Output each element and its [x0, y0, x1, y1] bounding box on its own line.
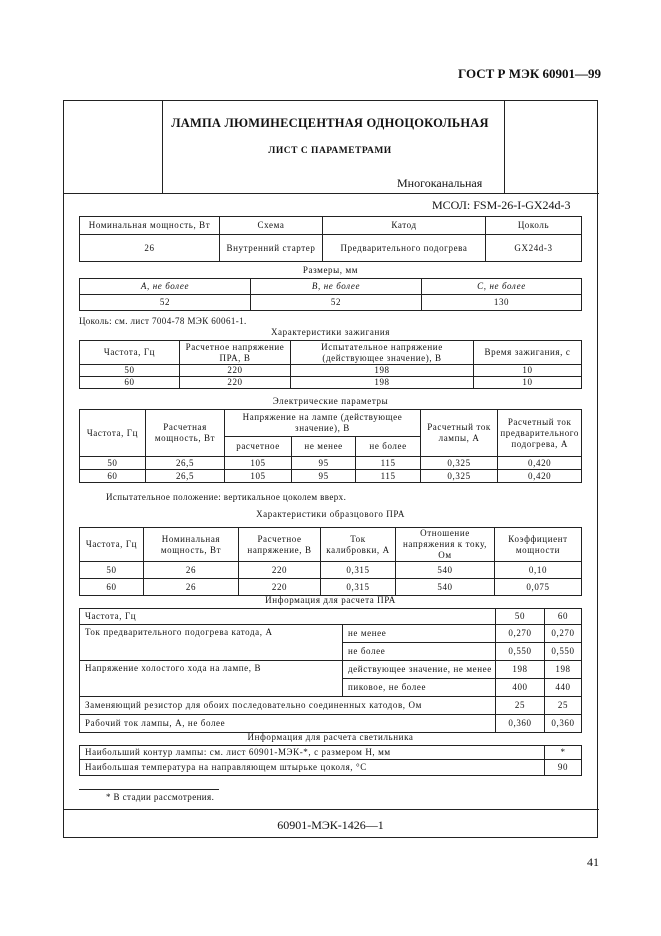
- cell: не более: [356, 437, 420, 457]
- cell: GX24d-3: [486, 235, 582, 262]
- cell: 115: [356, 457, 420, 470]
- pra-caption: Информация для расчета ПРА: [265, 595, 396, 605]
- page-number: 41: [587, 855, 599, 869]
- cell: 198: [545, 661, 582, 679]
- cell: Номинальная мощность, Вт: [144, 528, 239, 562]
- ign-caption: Характеристики зажигания: [270, 327, 391, 337]
- general-table: [79, 216, 582, 262]
- lum-caption: Информация для расчета светильника: [247, 732, 414, 742]
- cell: 0,10: [495, 562, 582, 579]
- ignition-table: [79, 340, 582, 389]
- cell: *: [545, 746, 582, 760]
- cell: 26: [80, 235, 220, 262]
- pra-table: [79, 608, 582, 733]
- cell: 0,550: [545, 643, 582, 661]
- cell: 0,325: [420, 470, 498, 483]
- cell: 0,360: [496, 715, 545, 733]
- cell: 0,075: [495, 579, 582, 596]
- footnote-rule: [79, 789, 219, 790]
- cell: Частота, Гц: [80, 528, 144, 562]
- cell: 60: [80, 470, 146, 483]
- cell: 220: [180, 377, 291, 389]
- cell: 60: [80, 579, 144, 596]
- cell: 198: [291, 365, 474, 377]
- footer-code: 60901-МЭК-1426—1: [277, 818, 384, 832]
- cell: Напряжение холостого хода на лампе, В: [80, 661, 343, 697]
- sheet-title: ЛАМПА ЛЮМИНЕСЦЕНТНАЯ ОДНОЦОКОЛЬНАЯ: [171, 116, 489, 130]
- msol-code: МСОЛ: FSM-26-I-GX24d-3: [432, 198, 571, 212]
- cell: Наибольший контур лампы: см. лист 60901-МЭК-*, с размером H, мм: [80, 746, 545, 760]
- cell: 60: [80, 377, 180, 389]
- cell: 0,325: [420, 457, 498, 470]
- cell: Частота, Гц: [80, 341, 180, 365]
- cell: 115: [356, 470, 420, 483]
- cell: 0,550: [496, 643, 545, 661]
- cell: 220: [239, 562, 321, 579]
- cell: Заменяющий резистор для обоих последовательно соединенных катодов, Ом: [80, 697, 496, 715]
- cell: 52: [80, 295, 251, 311]
- ref-ballast-table: [79, 527, 582, 596]
- cell: 26: [144, 562, 239, 579]
- cell: 0,315: [321, 562, 396, 579]
- cell: A, не более: [80, 279, 251, 295]
- cell: 90: [545, 760, 582, 776]
- cell: Катод: [323, 217, 486, 235]
- cell: 0,360: [545, 715, 582, 733]
- cell: 198: [496, 661, 545, 679]
- cell: 52: [251, 295, 422, 311]
- cell: Коэффициент мощности: [495, 528, 582, 562]
- cell: Ток предварительного подогрева катода, А: [80, 625, 343, 661]
- ref-caption: Характеристики образцового ПРА: [256, 509, 405, 519]
- cell: 0,420: [498, 470, 582, 483]
- dims-caption: Размеры, мм: [302, 265, 359, 275]
- cell: 0,315: [321, 579, 396, 596]
- cell: 25: [496, 697, 545, 715]
- cell: Ток калибровки, А: [321, 528, 396, 562]
- electrical-table: [79, 409, 582, 483]
- cell: Расчетный ток лампы, А: [420, 410, 498, 457]
- cell: Внутренний стартер: [220, 235, 323, 262]
- cell: не более: [343, 643, 496, 661]
- cell: Напряжение на лампе (действующее значение), В: [225, 410, 421, 437]
- cell: 26: [144, 579, 239, 596]
- cell: 50: [80, 365, 180, 377]
- socket-note: Цоколь: см. лист 7004-78 МЭК 60061-1.: [79, 316, 247, 326]
- cell: Расчетное напряжение, В: [239, 528, 321, 562]
- test-position-note: Испытательное положение: вертикальное цоколем вверх.: [106, 492, 347, 502]
- sheet-subtitle: ЛИСТ С ПАРАМЕТРАМИ: [268, 146, 392, 156]
- cell: Частота, Гц: [80, 609, 496, 625]
- cell: Расчетное напряжение ПРА, В: [180, 341, 291, 365]
- gost-header: ГОСТ Р МЭК 60901—99: [458, 66, 601, 81]
- cell: 540: [396, 579, 495, 596]
- cell: 60: [545, 609, 582, 625]
- cell: Предварительного подогрева: [323, 235, 486, 262]
- cell: 26,5: [145, 470, 224, 483]
- cell: B, не более: [251, 279, 422, 295]
- cell: Испытательное напряжение (действующее значение), В: [291, 341, 474, 365]
- type-label: Многоканальная: [397, 176, 483, 190]
- cell: Расчетный ток предварительного подогрева, А: [498, 410, 582, 457]
- cell: Цоколь: [486, 217, 582, 235]
- cell: 400: [496, 679, 545, 697]
- dims-table: [79, 278, 582, 311]
- cell: Номинальная мощность, Вт: [80, 217, 220, 235]
- cell: не менее: [291, 437, 356, 457]
- cell: 50: [496, 609, 545, 625]
- cell: 0,420: [498, 457, 582, 470]
- cell: 0,270: [545, 625, 582, 643]
- cell: 10: [474, 365, 582, 377]
- cell: 95: [291, 457, 356, 470]
- cell: 130: [422, 295, 582, 311]
- cell: не менее: [343, 625, 496, 643]
- elec-caption: Электрические параметры: [272, 396, 389, 406]
- cell: Схема: [220, 217, 323, 235]
- cell: 105: [225, 457, 292, 470]
- luminaire-table: [79, 745, 582, 776]
- cell: 220: [239, 579, 321, 596]
- cell: Рабочий ток лампы, А, не более: [80, 715, 496, 733]
- cell: действующее значение, не менее: [343, 661, 496, 679]
- cell: 95: [291, 470, 356, 483]
- cell: 0,270: [496, 625, 545, 643]
- cell: 26,5: [145, 457, 224, 470]
- cell: Наибольшая температура на направляющем штырьке цоколя, °С: [80, 760, 545, 776]
- cell: 10: [474, 377, 582, 389]
- cell: 50: [80, 457, 146, 470]
- cell: C, не более: [422, 279, 582, 295]
- cell: 50: [80, 562, 144, 579]
- cell: 105: [225, 470, 292, 483]
- cell: 198: [291, 377, 474, 389]
- cell: Время зажигания, с: [474, 341, 582, 365]
- cell: 25: [545, 697, 582, 715]
- cell: расчетное: [225, 437, 292, 457]
- cell: 220: [180, 365, 291, 377]
- cell: Частота, Гц: [80, 410, 146, 457]
- cell: 540: [396, 562, 495, 579]
- footnote: * В стадии рассмотрения.: [106, 792, 215, 802]
- cell: пиковое, не более: [343, 679, 496, 697]
- cell: Отношение напряжения к току, Ом: [396, 528, 495, 562]
- cell: 440: [545, 679, 582, 697]
- cell: Расчетная мощность, Вт: [145, 410, 224, 457]
